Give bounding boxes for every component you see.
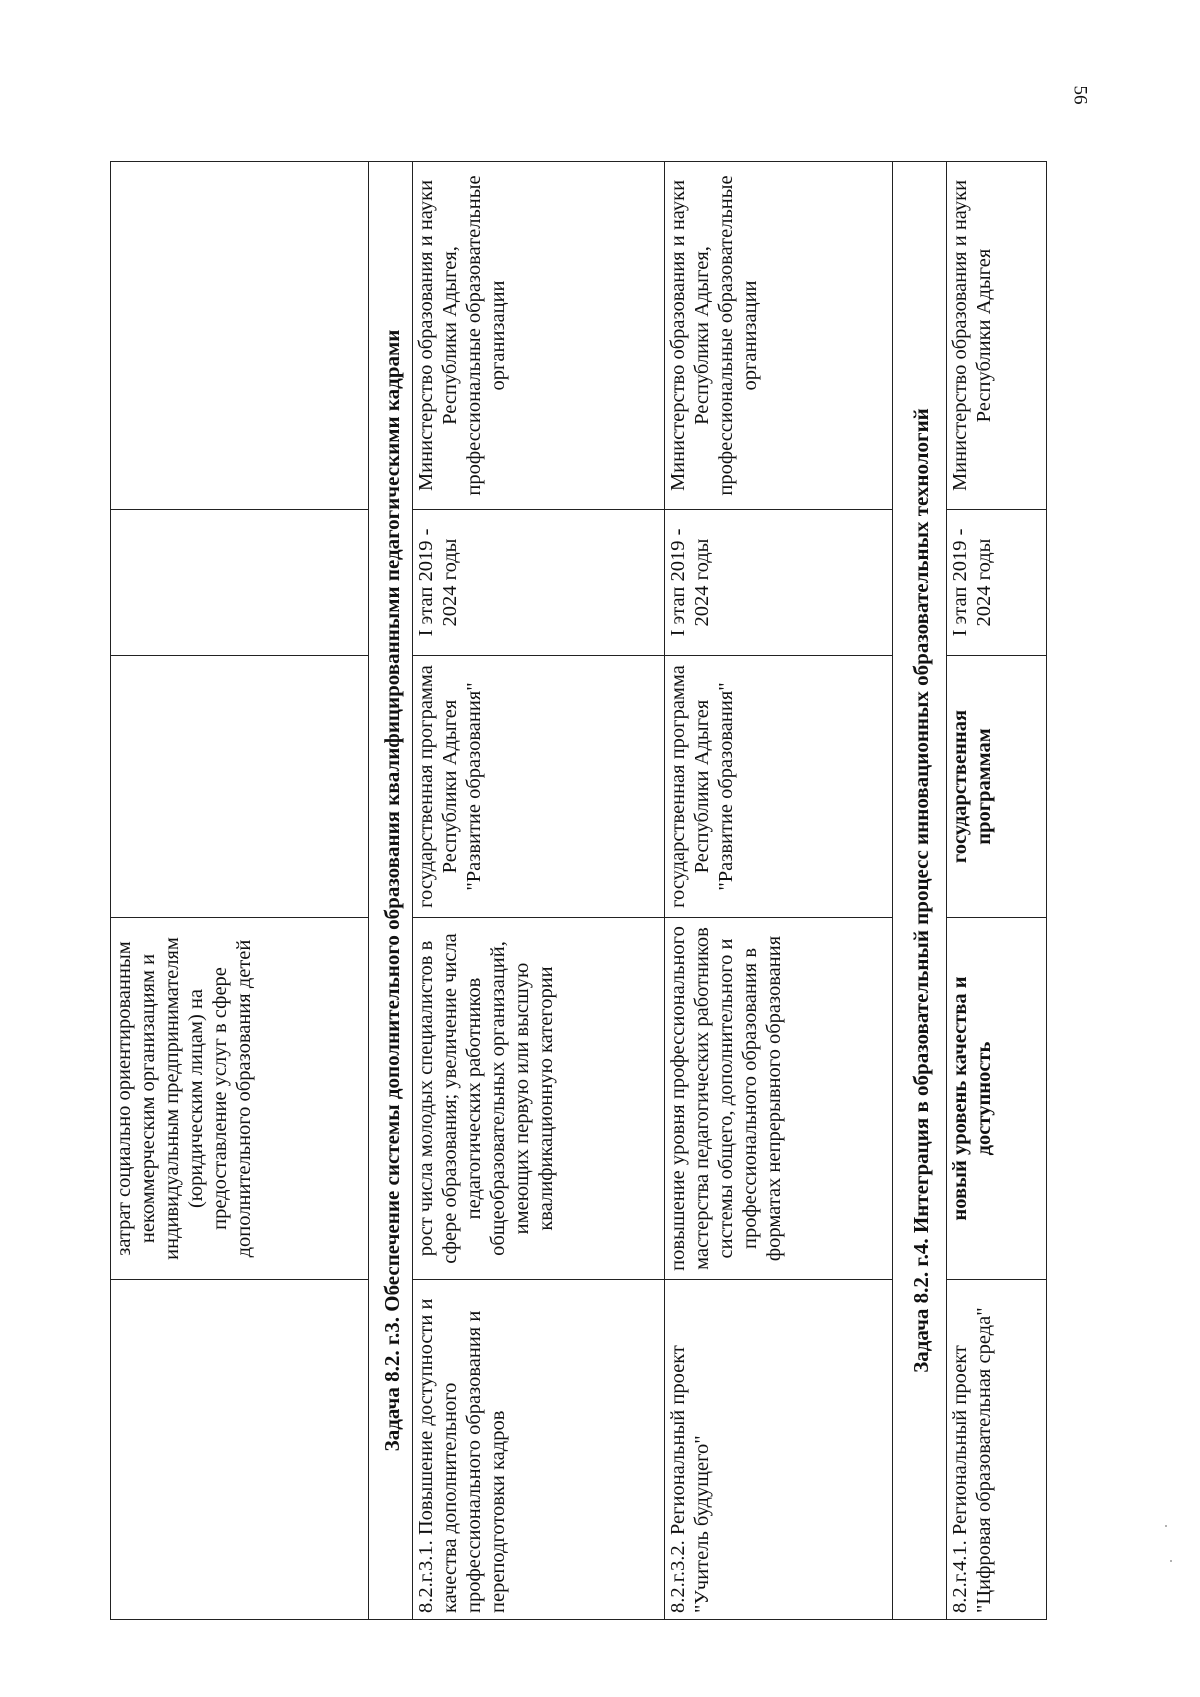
table-row <box>413 162 665 1620</box>
period-cell: I этап 2019 - 2024 годы <box>413 510 665 656</box>
page-number <box>1062 78 1096 112</box>
task-heading-row <box>893 162 947 1620</box>
rotated-table-area <box>110 162 1046 1620</box>
measure-name-cell: 8.2.г.3.1. Повышение доступности и качества дополнительного профессионального образования и переподготовки кадров <box>413 1280 665 1620</box>
period-cell <box>111 510 369 656</box>
task-heading: Задача 8.2. г.4. Интеграция в образовательный процесс инновационных образовательных технологий <box>893 162 947 1620</box>
task-heading-row <box>369 162 413 1620</box>
expected-result-cell: новый уровень качества и доступность <box>947 918 1047 1280</box>
scan-speck <box>1170 1560 1172 1562</box>
period-cell: I этап 2019 - 2024 годы <box>947 510 1047 656</box>
measure-name-cell: 8.2.г.4.1. Региональный проект "Цифровая образовательная среда" <box>947 1280 1047 1620</box>
program-cell: государственная программа Республики Адыгея "Развитие образования" <box>413 656 665 918</box>
expected-result-cell: повышение уровня профессионального мастерства педагогических работников системы общего, дополнительного и профессионального образования в форматах непрерывного образования <box>665 918 893 1280</box>
executor-cell: Министерство образования и науки Республики Адыгея, профессиональные образовательные организации <box>665 162 893 510</box>
program-cell: государственная программа Республики Адыгея "Развитие образования" <box>665 656 893 918</box>
program-cell: государственная программам <box>947 656 1047 918</box>
executor-cell <box>111 162 369 510</box>
measures-table <box>110 161 1047 1620</box>
expected-result-cell: затрат социально ориентированным некоммерческим организациям и индивидуальным предпринимателям (юридическим лицам) на предоставление услуг в сфере дополнительного образования детей <box>111 918 369 1280</box>
table-row <box>947 162 1047 1620</box>
scan-speck <box>1165 1525 1167 1527</box>
period-cell: I этап 2019 - 2024 годы <box>665 510 893 656</box>
program-cell <box>111 656 369 918</box>
page-number-text: 56 <box>1069 85 1090 105</box>
measure-name-cell: 8.2.г.3.2. Региональный проект "Учитель будущего" <box>665 1280 893 1620</box>
table-row <box>111 162 369 1620</box>
expected-result-cell: рост числа молодых специалистов в сфере образования; увеличение числа педагогических работников общеобразовательных организаций, имеющих первую или высшую квалификационную категории <box>413 918 665 1280</box>
measure-name-cell <box>111 1280 369 1620</box>
executor-cell: Министерство образования и науки Республики Адыгея, профессиональные образовательные организации <box>413 162 665 510</box>
task-heading: Задача 8.2. г.3. Обеспечение системы дополнительного образования квалифицированными педагогическими кадрами <box>369 162 413 1620</box>
table-row <box>665 162 893 1620</box>
executor-cell: Министерство образования и науки Республики Адыгея <box>947 162 1047 510</box>
